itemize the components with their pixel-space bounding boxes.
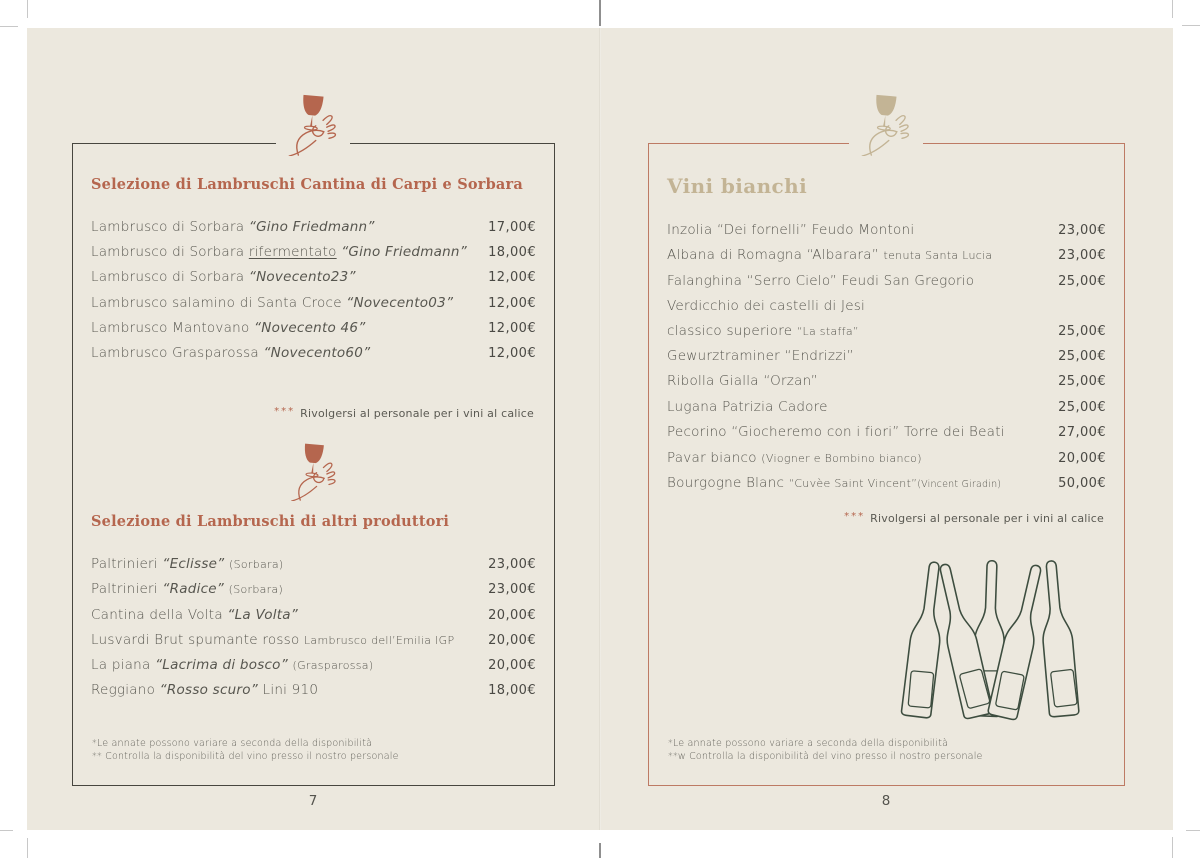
wine-name: Cantina della Volta “La Volta” xyxy=(91,606,299,623)
hand-wine-glass-icon xyxy=(849,92,923,158)
wine-price: 23,00€ xyxy=(1058,223,1106,238)
menu-item-row xyxy=(667,218,1106,243)
wine-price: 25,00€ xyxy=(1058,399,1106,415)
section-title: Selezione di Lambruschi Cantina di Carpi e Sorbara xyxy=(91,176,523,193)
wine-price: 12,00€ xyxy=(488,320,536,336)
menu-item-row xyxy=(667,344,1106,369)
crop-mark xyxy=(1186,830,1200,831)
wine-price: 17,00€ xyxy=(488,220,536,235)
footnotes xyxy=(92,738,399,763)
wine-price: 20,00€ xyxy=(488,658,536,674)
footnote: ** Controlla la disponibilità del vino presso il nostro personale xyxy=(92,750,399,762)
wine-price: 23,00€ xyxy=(1058,248,1106,264)
menu-item-row xyxy=(667,395,1106,420)
menu-item-row xyxy=(667,243,1106,268)
asterisks: *** xyxy=(844,511,866,523)
wine-name: Bourgogne Blanc “Cuvèe Saint Vincent”(Vincent Giradin) xyxy=(667,475,1002,492)
wine-name: Lambrusco di Sorbara “Novecento23” xyxy=(91,269,356,286)
crop-mark xyxy=(1172,0,1173,18)
menu-item-row xyxy=(91,265,536,290)
wine-price: 25,00€ xyxy=(1058,374,1106,390)
service-note-text: Rivolgersi al personale per i vini al calice xyxy=(300,407,534,421)
asterisks: *** xyxy=(274,406,296,418)
crop-mark xyxy=(27,838,28,858)
wine-name: Pecorino “Giocheremo con i fiori” Torre dei Beati xyxy=(667,424,1005,441)
wine-name: Lambrusco salamino di Santa Croce “Novecento03” xyxy=(91,294,454,311)
wine-name: Lambrusco Mantovano “Novecento 46” xyxy=(91,319,366,336)
menu-item-row xyxy=(667,446,1106,471)
wine-price: 20,00€ xyxy=(488,632,536,648)
crop-mark xyxy=(599,843,601,858)
page-number: 8 xyxy=(881,793,891,809)
wine-price: 25,00€ xyxy=(1058,323,1106,339)
wine-name: Lambrusco di Sorbara “Gino Friedmann” xyxy=(91,219,375,235)
crop-mark xyxy=(27,0,28,18)
wine-name: Lambrusco Grasparossa “Novecento60” xyxy=(91,345,371,362)
footnotes xyxy=(668,738,983,763)
wine-price: 23,00€ xyxy=(488,557,536,573)
wine-list-lambruschi-altri xyxy=(91,552,536,703)
wine-name: Albana di Romagna “Albarara” tenuta Santa Lucia xyxy=(667,247,993,264)
service-note xyxy=(667,507,1106,526)
wine-name: Lusvardi Brut spumante rosso Lambrusco dell’Emilia IGP xyxy=(91,631,455,648)
wine-name: Verdicchio dei castelli di Jesi xyxy=(667,298,866,315)
hand-wine-glass-icon xyxy=(91,441,536,501)
menu-item-row xyxy=(667,294,1106,318)
service-note xyxy=(91,402,536,421)
wine-name: Lambrusco di Sorbara rifermentato “Gino Friedmann” xyxy=(91,244,467,261)
wine-price: 12,00€ xyxy=(488,270,536,286)
menu-item-row xyxy=(667,420,1106,445)
wine-name: Paltrinieri “Eclisse” (Sorbara) xyxy=(91,556,284,573)
wine-name: Gewurztraminer “Endrizzi” xyxy=(667,348,854,365)
wine-name: Lugana Patrizia Cadore xyxy=(667,398,828,415)
menu-item-row xyxy=(91,577,536,602)
wine-name: Ribolla Gialla “Orzan” xyxy=(667,373,818,390)
menu-item-row xyxy=(91,628,536,653)
section-title: Selezione di Lambruschi di altri produttori xyxy=(91,513,450,531)
wine-price: 20,00€ xyxy=(1058,450,1106,466)
crop-mark xyxy=(1182,25,1200,26)
wine-price: 23,00€ xyxy=(488,582,536,598)
menu-item-row xyxy=(91,291,536,316)
wine-bottles-sketch-icon xyxy=(667,542,1106,724)
wine-name: Paltrinieri “Radice” (Sorbara) xyxy=(91,581,284,598)
wine-price: 20,00€ xyxy=(488,607,536,623)
menu-item-row xyxy=(91,240,536,265)
wine-list-lambruschi-carpi xyxy=(91,215,536,366)
wine-price: 50,00€ xyxy=(1058,476,1106,492)
wine-name: Reggiano “Rosso scuro” Lini 910 xyxy=(91,682,319,699)
hand-wine-glass-icon xyxy=(276,92,350,158)
menu-item-row xyxy=(91,678,536,703)
wine-price: 12,00€ xyxy=(488,346,536,362)
wine-price: 12,00€ xyxy=(488,295,536,311)
page-fold-line xyxy=(599,28,601,830)
wine-list-vini-bianchi xyxy=(667,218,1106,497)
wine-price: 18,00€ xyxy=(488,245,536,261)
crop-mark xyxy=(0,830,13,831)
menu-item-row xyxy=(91,653,536,678)
menu-page-8 xyxy=(648,143,1125,786)
menu-item-row xyxy=(667,369,1106,394)
wine-name: Inzolia “Dei fornelli” Feudo Montoni xyxy=(667,222,915,238)
menu-item-row xyxy=(91,603,536,628)
page-number: 7 xyxy=(308,793,318,809)
menu-item-row xyxy=(91,215,536,240)
wine-name: Falanghina “Serro Cielo” Feudi San Gregorio xyxy=(667,272,975,289)
service-note-text: Rivolgersi al personale per i vini al calice xyxy=(870,512,1104,526)
menu-item-row xyxy=(667,319,1106,344)
menu-item-row xyxy=(667,471,1106,497)
menu-item-row xyxy=(91,341,536,366)
wine-price: 27,00€ xyxy=(1058,425,1106,441)
menu-item-row xyxy=(91,552,536,577)
menu-page-7 xyxy=(72,143,555,786)
wine-price: 18,00€ xyxy=(488,683,536,699)
wine-price: 25,00€ xyxy=(1058,349,1106,365)
menu-item-row xyxy=(667,269,1106,294)
wine-price: 25,00€ xyxy=(1058,273,1106,289)
section-title: Vini bianchi xyxy=(667,174,808,198)
menu-item-row xyxy=(91,316,536,341)
wine-name: Pavar bianco (Viogner e Bombino bianco) xyxy=(667,449,922,466)
crop-mark xyxy=(599,0,601,26)
footnote: *Le annate possono variare a seconda della disponibilità xyxy=(668,738,949,749)
crop-mark xyxy=(1172,837,1173,858)
footnote: *Le annate possono variare a seconda della disponibilità xyxy=(92,738,373,749)
footnote: **w Controlla la disponibilità del vino presso il nostro personale xyxy=(668,750,983,762)
wine-name: classico superiore “La staffa” xyxy=(667,322,859,339)
wine-name: La piana “Lacrima di bosco” (Grasparossa) xyxy=(91,657,374,674)
crop-mark xyxy=(0,26,18,27)
